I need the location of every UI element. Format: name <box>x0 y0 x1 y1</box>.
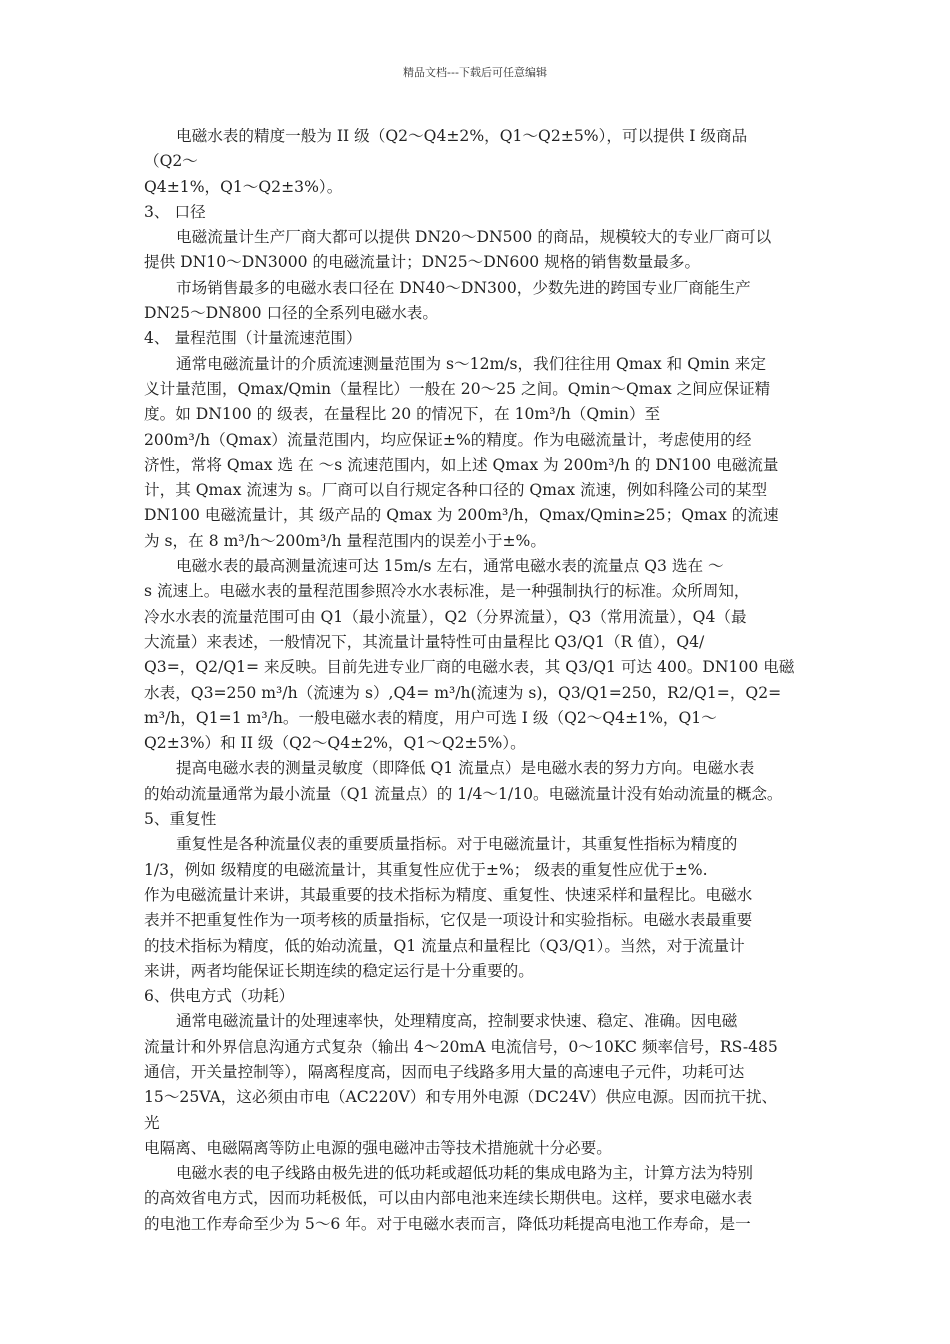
text-line: Q3=，Q2/Q1= 来反映。目前先进专业厂商的电磁水表，其 Q3/Q1 可达 400。DN100 电磁 <box>144 658 795 677</box>
text-line: 来讲，两者均能保证长期连续的稳定运行是十分重要的。 <box>144 961 534 980</box>
text-line: 的技术指标为精度，低的始动流量，Q1 流量点和量程比（Q3/Q1）。当然，对于流量计 <box>144 936 745 955</box>
text-line: 度。如 DN100 的 级表，在量程比 20 的情况下，在 10m³/h（Qmin）至 <box>144 405 661 424</box>
text-line: 水表，Q3=250 m³/h（流速为 s）,Q4= m³/h(流速为 s)，Q3/Q1=250，R2/Q1=，Q2= <box>144 683 782 702</box>
text-line: 电磁水表的电子线路由极先进的低功耗或超低功耗的集成电路为主，计算方法为特别 <box>176 1164 753 1183</box>
text-line: 电磁水表的精度一般为 II 级（Q2～Q4±2%，Q1～Q2±5%），可以提供 I 级商品 <box>176 127 748 145</box>
text-line: 电磁水表的最高测量流速可达 15m/s 左右，通常电磁水表的流量点 Q3 选在 ～ <box>176 557 724 576</box>
text-line: 市场销售最多的电磁水表口径在 DN40～DN300，少数先进的跨国专业厂商能生产 <box>176 278 751 297</box>
text-line: DN100 电磁流量计，其 级产品的 Qmax 为 200m³/h，Qmax/Qmin≥25；Qmax 的流速 <box>144 506 779 525</box>
text-line: 15～25VA，这必须由市电（AC220V）和专用外电源（DC24V）供应电源。因而抗干扰、 <box>144 1088 778 1107</box>
text-line: 流量计和外界信息沟通方式复杂（输出 4～20mA 电流信号，0～10KC 频率信号，RS-485 <box>144 1037 778 1056</box>
text-line: 4、 量程范围（计量流速范围） <box>144 329 362 348</box>
text-line: Q4±1%，Q1～Q2±3%）。 <box>144 177 343 196</box>
text-line: 为 s，在 8 m³/h～200m³/h 量程范围内的误差小于±%。 <box>144 531 546 550</box>
text-line: 电隔离、电磁隔离等防止电源的强电磁冲击等技术措施就十分必要。 <box>144 1138 612 1157</box>
text-line: 光 <box>144 1113 160 1132</box>
text-line: 通常电磁流量计的介质流速测量范围为 s～12m/s，我们往往用 Qmax 和 Qmin 来定 <box>176 354 766 373</box>
text-line: （Q2～ <box>144 152 198 171</box>
text-line: s 流速上。电磁水表的量程范围参照冷水水表标准，是一种强制执行的标准。众所周知， <box>144 582 750 601</box>
page-header: 精品文档---下载后可任意编辑 <box>403 66 547 79</box>
text-line: 提高电磁水表的测量灵敏度（即降低 Q1 流量点）是电磁水表的努力方向。电磁水表 <box>176 759 755 778</box>
text-line: 大流量）来表述，一般情况下，其流量计量特性可由量程比 Q3/Q1（R 值），Q4/ <box>144 632 705 651</box>
text-line: 计，其 Qmax 流速为 s。厂商可以自行规定各种口径的 Qmax 流速，例如科隆公司的某型 <box>144 481 768 500</box>
text-line: 200m³/h（Qmax）流量范围内，均应保证±%的精度。作为电磁流量计，考虑使用的经 <box>144 430 752 449</box>
text-line: 3、 口径 <box>144 202 206 221</box>
text-line: 的电池工作寿命至少为 5～6 年。对于电磁水表而言，降低功耗提高电池工作寿命，是一 <box>144 1214 751 1233</box>
text-line: 重复性是各种流量仪表的重要质量指标。对于电磁流量计，其重复性指标为精度的 <box>176 835 738 854</box>
text-line: 冷水水表的流量范围可由 Q1（最小流量），Q2（分界流量），Q3（常用流量），Q4（最 <box>144 607 747 626</box>
text-line: DN25～DN800 口径的全系列电磁水表。 <box>144 304 438 323</box>
text-line: 济性，常将 Qmax 选 在 ～s 流速范围内，如上述 Qmax 为 200m³/h 的 DN100 电磁流量 <box>144 455 779 474</box>
document-body <box>144 124 808 1237</box>
text-line: 6、供电方式（功耗） <box>144 987 295 1006</box>
text-line: 的高效省电方式，因而功耗极低，可以由内部电池来连续长期供电。这样，要求电磁水表 <box>144 1189 753 1208</box>
text-line: 表并不把重复性作为一项考核的质量指标，它仅是一项设计和实验指标。电磁水表最重要 <box>144 911 753 930</box>
text-line: 通常电磁流量计的处理速率快，处理精度高，控制要求快速、稳定、准确。因电磁 <box>176 1012 738 1031</box>
text-line: 提供 DN10～DN3000 的电磁流量计；DN25～DN600 规格的销售数量最多。 <box>144 253 701 272</box>
text-line: 电磁流量计生产厂商大都可以提供 DN20～DN500 的商品，规模较大的专业厂商可以 <box>176 228 772 247</box>
text-line: Q2±3%）和 II 级（Q2～Q4±2%，Q1～Q2±5%）。 <box>144 734 526 753</box>
text-line: 的始动流量通常为最小流量（Q1 流量点）的 1/4～1/10。电磁流量计没有始动流量的概念。 <box>144 784 783 803</box>
text-line: 义计量范围，Qmax/Qmin（量程比）一般在 20～25 之间。Qmin～Qmax 之间应保证精 <box>144 379 771 398</box>
text-line: m³/h，Q1=1 m³/h。一般电磁水表的精度，用户可选 I 级（Q2～Q4±1%，Q1～ <box>144 708 717 727</box>
text-line: 5、重复性 <box>144 810 217 829</box>
text-line: 通信，开关量控制等），隔离程度高，因而电子线路多用大量的高速电子元件，功耗可达 <box>144 1062 745 1081</box>
text-line: 作为电磁流量计来讲，其最重要的技术指标为精度、重复性、快速采样和量程比。电磁水 <box>144 885 753 904</box>
text-line: 1/3，例如 级精度的电磁流量计，其重复性应优于±%； 级表的重复性应优于±%. <box>144 860 708 879</box>
